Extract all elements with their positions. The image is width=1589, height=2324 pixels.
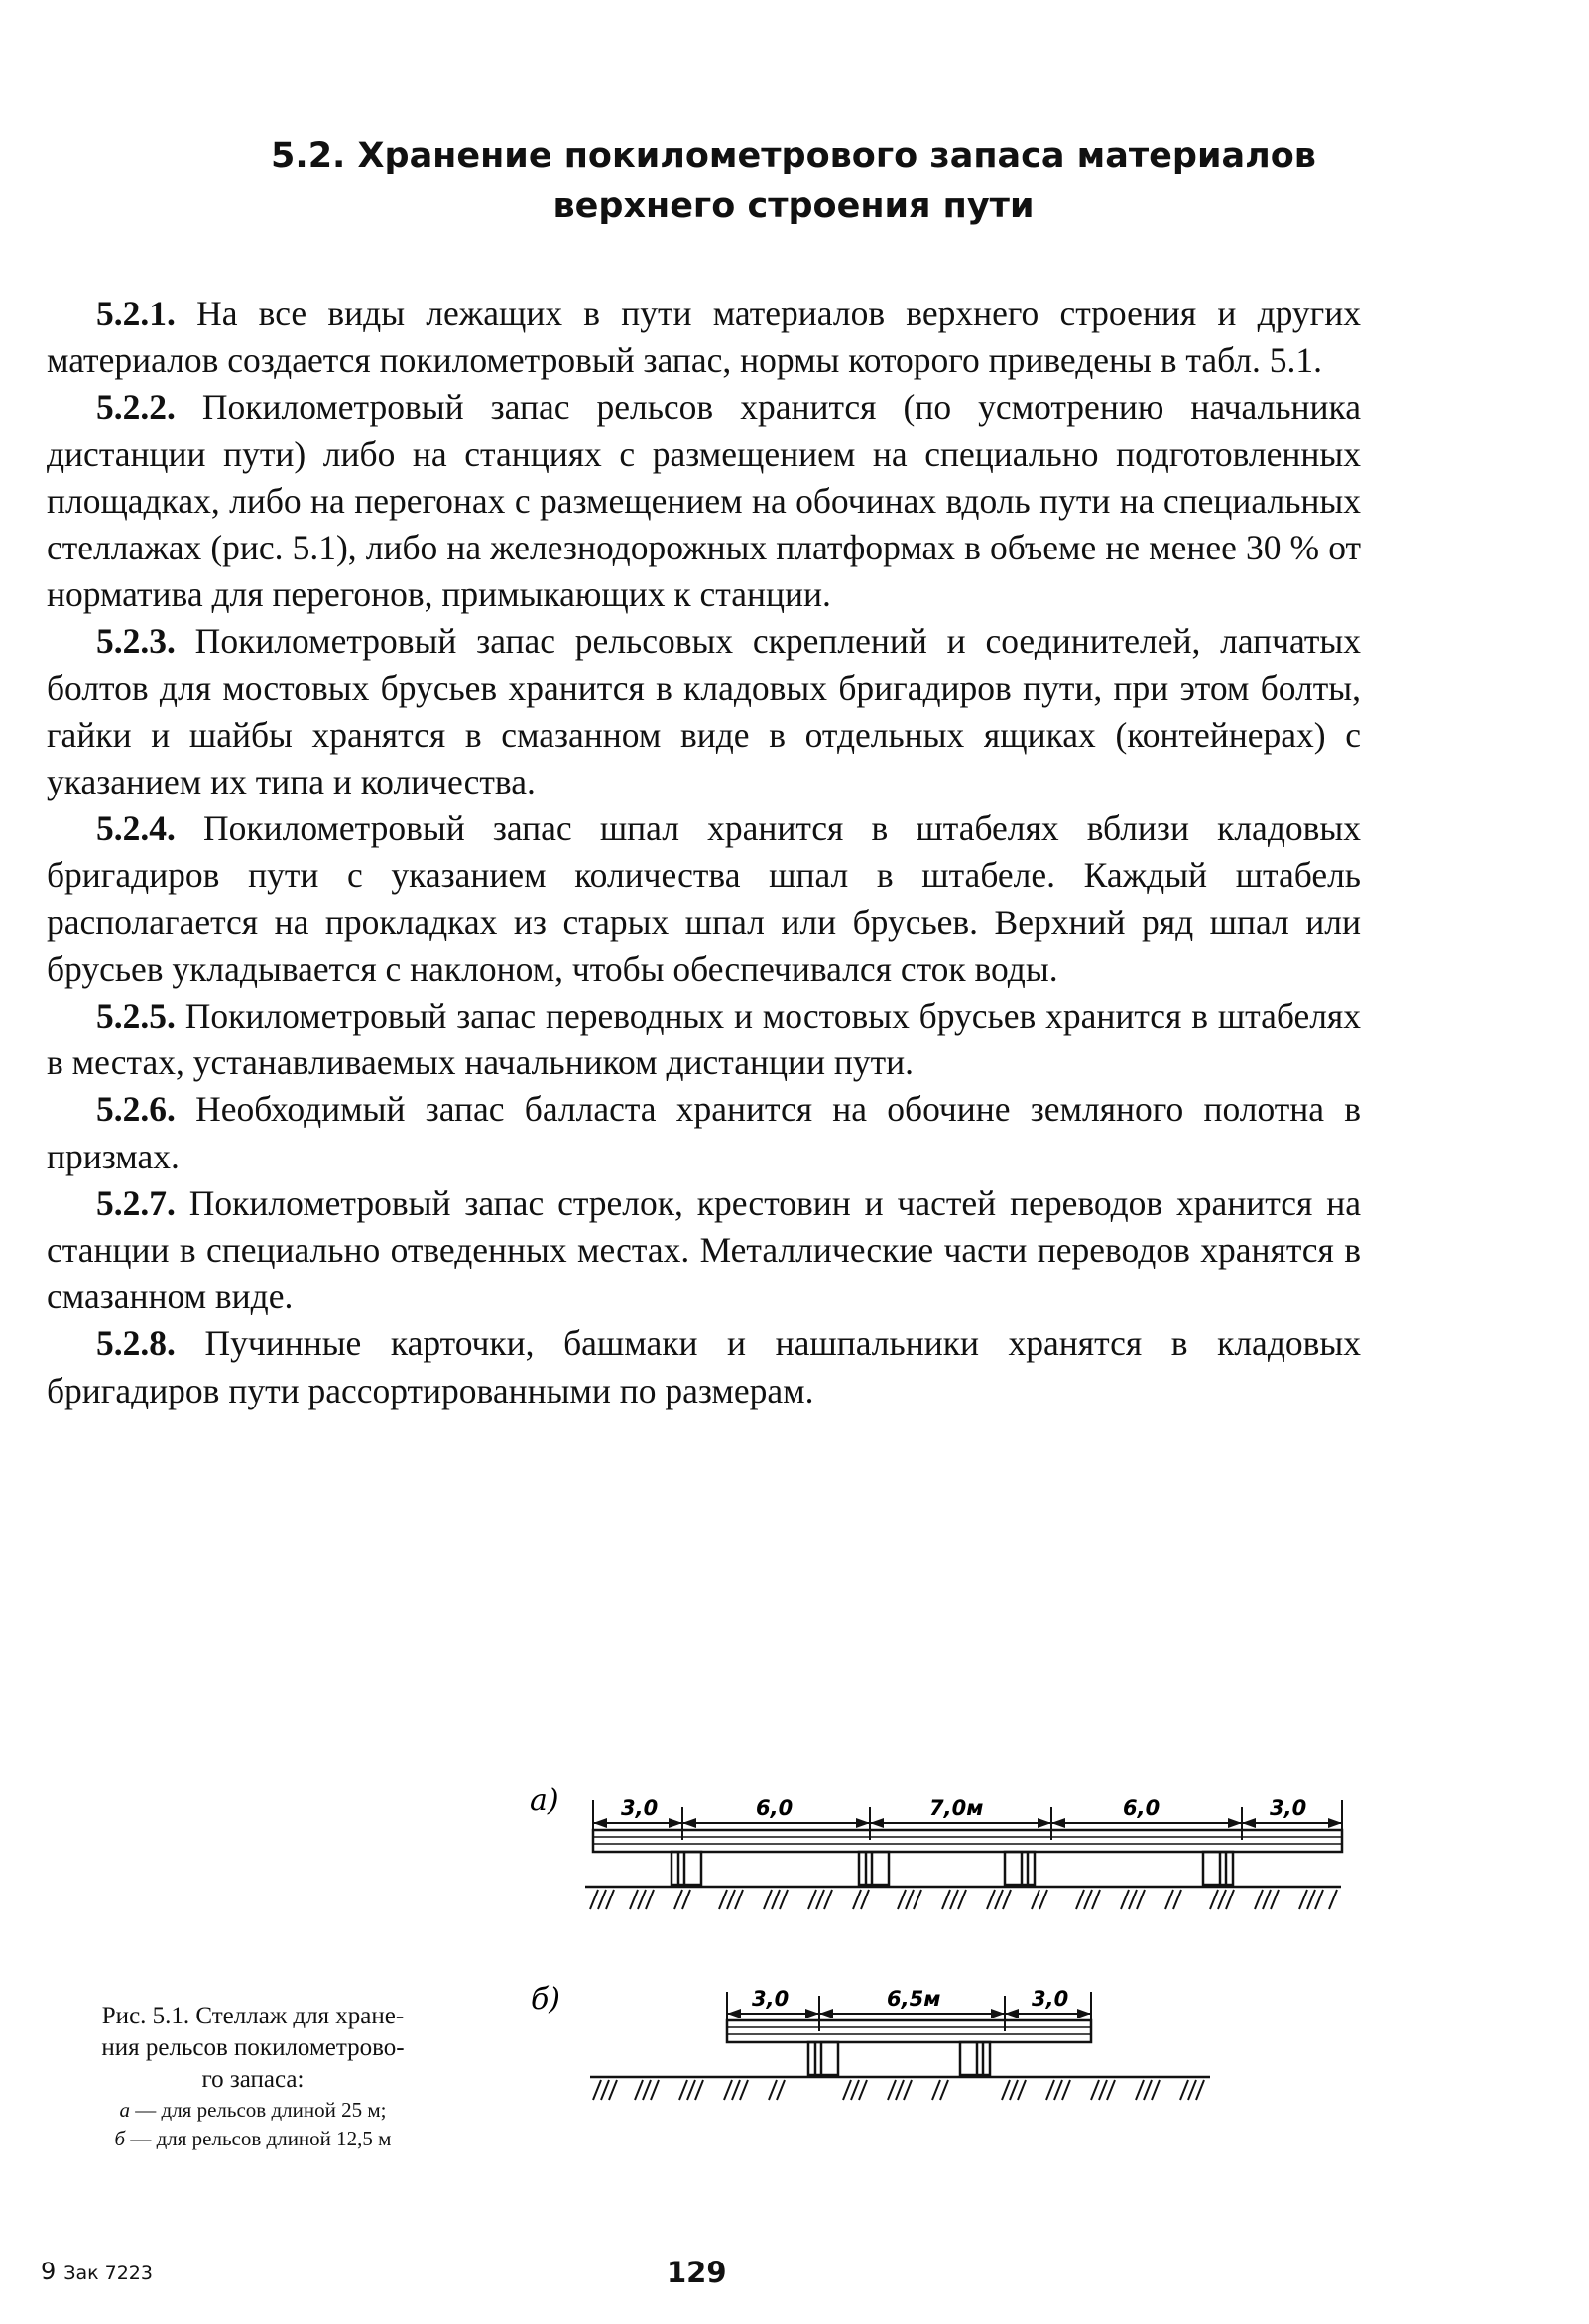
signature-number: 9 — [41, 2258, 57, 2285]
diagram-b-dim-label: 3,0 — [1032, 1987, 1069, 2011]
diagram-b-supports — [808, 2042, 990, 2075]
caption-line: Рис. 5.1. Стеллаж для хране- — [101, 2003, 405, 2029]
paragraph — [47, 291, 1361, 384]
paragraph-number: 5.2.1. — [96, 294, 176, 333]
paragraph-number: 5.2.4. — [96, 808, 176, 849]
diagram-a-ground — [585, 1887, 1341, 1909]
caption-item-a — [40, 2096, 466, 2125]
caption-line: го запаса: — [201, 2066, 305, 2093]
diagram-b-rail-bundle — [727, 2020, 1091, 2042]
diagram-a-rail-bundle — [593, 1830, 1342, 1852]
diagram-b-dim-label: 3,0 — [752, 1987, 790, 2011]
diagram-b-label: б) — [531, 1982, 561, 2017]
figure-caption — [40, 2001, 466, 2153]
caption-item-b — [40, 2125, 466, 2153]
paragraph-text: Покилометровый запас переводных и мостовых брусьев хранится в штабелях в местах, устанавливаемых начальником дистанции пути. — [47, 996, 1361, 1083]
paragraph-number: 5.2.8. — [96, 1323, 176, 1364]
caption-line: ния рельсов покилометрово- — [101, 2034, 405, 2061]
section-title — [99, 131, 1488, 232]
paragraph-text: Покилометровый запас стрелок, крестовин и частей переводов хранится на станции в специально отведенных местах. Металлические части переводов хранятся в смазанном виде. — [47, 1182, 1361, 1317]
paragraph — [47, 384, 1361, 618]
order-number: Зак 7223 — [63, 2263, 153, 2284]
paragraph-number: 5.2.6. — [96, 1089, 176, 1130]
diagram-a-dim-label: 7,0м — [929, 1796, 984, 1820]
section-title-line-1: 5.2. Хранение покилометрового запаса материалов — [271, 136, 1316, 176]
page-number: 129 — [667, 2256, 727, 2289]
print-signature — [41, 2258, 153, 2285]
paragraph — [47, 1086, 1361, 1179]
paragraph-text: Необходимый запас балласта хранится на обочине земляного полотна в призмах. — [47, 1089, 1361, 1176]
diagram-a-dim-label: 3,0 — [1270, 1796, 1307, 1820]
paragraph-number: 5.2.2. — [96, 387, 176, 428]
paragraph — [47, 805, 1361, 993]
diagram-a-dim-label: 3,0 — [621, 1796, 659, 1820]
paragraph — [47, 993, 1361, 1086]
diagram-a-label: а) — [530, 1783, 559, 1818]
diagram-b-ground — [590, 2077, 1210, 2100]
rail-rack-figure — [496, 1756, 1359, 2192]
diagram-a-supports — [672, 1852, 1233, 1885]
diagram-b-dim-label: 6,5м — [887, 1987, 941, 2011]
paragraph-text: Покилометровый запас рельсовых скреплений и соединителей, лапчатых болтов для мостовых брусьев хранится в кладовых бригадиров пути, при этом болты, гайки и шайбы хранятся в смазанном виде в отдельных ящиках (контейнерах) с указанием их типа и количества. — [47, 621, 1361, 802]
paragraph — [47, 618, 1361, 805]
paragraph-text: Покилометровый запас шпал хранится в штабелях вблизи кладовых бригадиров пути с указанием количества шпал в штабеле. Каждый штабель располагается на прокладках из старых шпал или брусьев. Верхний ряд шпал или брусьев укладывается с наклоном, чтобы обеспечивался сток воды. — [47, 808, 1361, 989]
paragraph-text: Покилометровый запас рельсов хранится (по усмотрению начальника дистанции пути) либо на станциях с размещением на специально подготовленных площадках, либо на перегонах с размещением на обочинах вдоль пути на специальных стеллажах (рис. 5.1), либо на железнодорожных платформах в объеме не менее 30 % от норматива для перегонов, примыкающих к станции. — [47, 387, 1361, 615]
caption-item-text: — для рельсов длиной 12,5 м — [125, 2127, 392, 2150]
paragraph-number: 5.2.5. — [96, 996, 176, 1037]
paragraph-number: 5.2.7. — [96, 1182, 176, 1223]
diagram-a-dim-label: 6,0 — [1123, 1796, 1161, 1820]
paragraph-number: 5.2.3. — [96, 621, 176, 662]
paragraph — [47, 1180, 1361, 1321]
caption-item-letter: а — [119, 2098, 131, 2122]
section-title-line-2: верхнего строения пути — [552, 186, 1035, 226]
body-text — [47, 291, 1361, 1414]
paragraph-text: Пучинные карточки, башмаки и нашпальники хранятся в кладовых бригадиров пути рассортированными по размерам. — [47, 1323, 1361, 1410]
paragraph-text: На все виды лежащих в пути материалов верхнего строения и других материалов создается покилометровый запас, нормы которого приведены в табл. 5.1. — [47, 294, 1361, 381]
paragraph — [47, 1320, 1361, 1413]
caption-item-text: — для рельсов длиной 25 м; — [130, 2098, 387, 2122]
diagram-a-dim-label: 6,0 — [756, 1796, 794, 1820]
caption-item-letter: б — [114, 2127, 126, 2150]
